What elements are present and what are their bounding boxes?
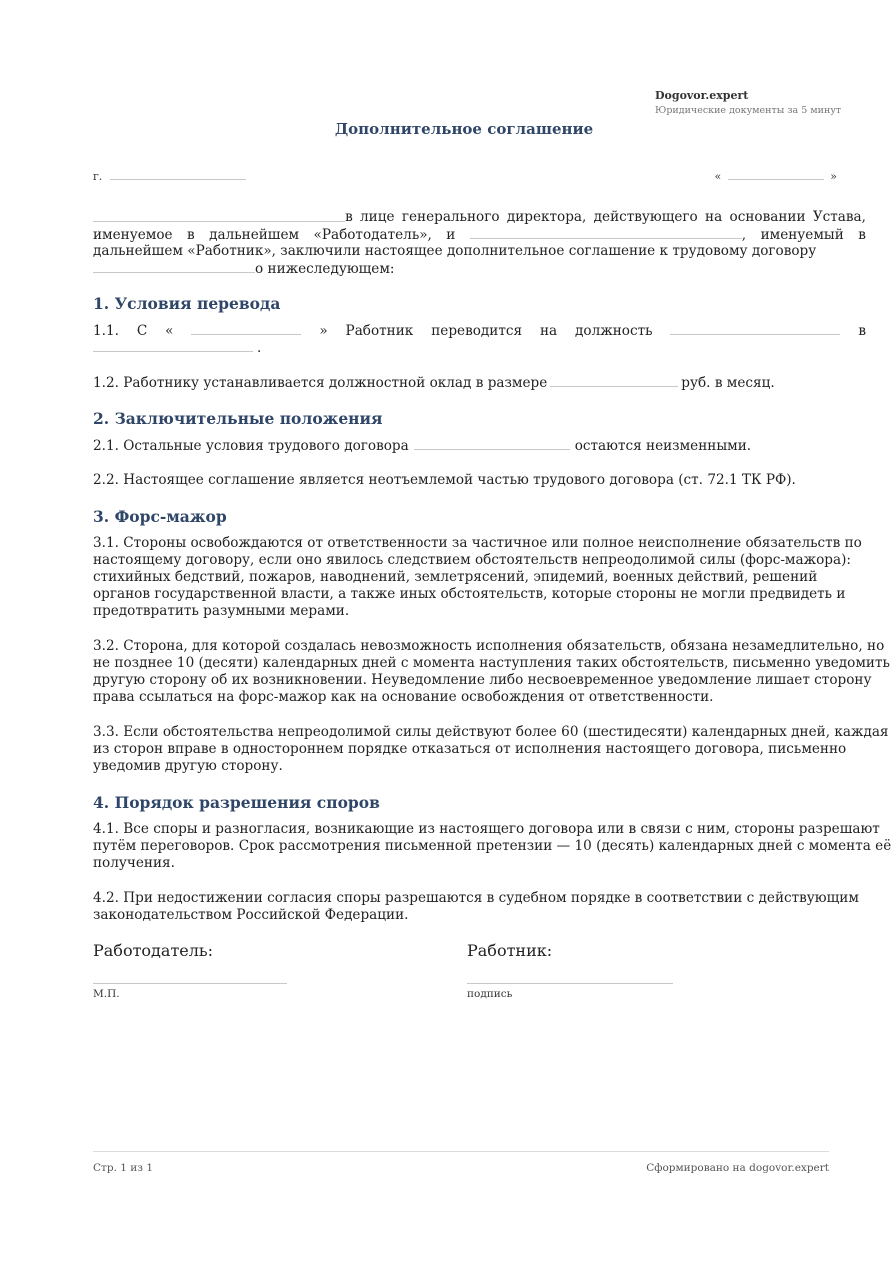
intro-line1: в лице генерального директора, действующего на основании Устава,	[345, 209, 866, 225]
clause-line: 3.2. Сторона, для которой создалась невозможность исполнения обязательств, обязана незамедлительно, но	[93, 638, 885, 654]
clause-2-1	[93, 437, 866, 454]
clause-word: «	[165, 323, 174, 339]
clause-text: 2.2. Настоящее соглашение является неотъемлемой частью трудового договора (ст. 72.1 ТК РФ).	[93, 472, 796, 488]
page-number: Стр. 1 из 1	[93, 1162, 154, 1174]
clause-word: .	[257, 340, 262, 356]
clause-text: руб. в месяц.	[681, 375, 775, 391]
position-blank[interactable]	[670, 322, 840, 335]
contract-number-blank[interactable]	[93, 260, 255, 273]
clause-word: С	[136, 323, 148, 339]
clause-line: уведомив другую сторону.	[93, 758, 283, 774]
clause-word: Работник	[345, 323, 414, 339]
clause-4-2	[93, 890, 866, 924]
clause-line: права ссылаться на форс-мажор как на основание освобождения от ответственности.	[93, 689, 714, 705]
section-heading-2: 2. Заключительные положения	[93, 409, 383, 428]
clause-line: 4.2. При недостижении согласия споры разрешаются в судебном порядке в соответствии с действующим	[93, 890, 859, 906]
clause-line: другую сторону об их возникновении. Неуведомление либо несвоевременное уведомление лишает сторону	[93, 672, 872, 688]
clause-line: не позднее 10 (десяти) календарных дней с момента наступления таких обстоятельств, письменно уведомить	[93, 655, 890, 671]
document-title: Дополнительное соглашение	[334, 120, 594, 138]
section-heading-1: 1. Условия перевода	[93, 294, 281, 313]
clause-line: из сторон вправе в одностороннем порядке отказаться от исполнения настоящего договора, письменно	[93, 741, 847, 757]
date-open-quote: «	[714, 170, 722, 183]
brand-name: Dogovor.expert	[655, 89, 749, 102]
clause-1-1	[93, 322, 866, 356]
employee-signature-title: Работник:	[467, 941, 553, 960]
clause-1-2	[93, 374, 866, 391]
clause-line: 3.3. Если обстоятельства непреодолимой силы действуют более 60 (шестидесяти) календарных дней, каждая	[93, 724, 889, 740]
city-prefix: г.	[93, 170, 103, 183]
employer-signature-title: Работодатель:	[93, 941, 214, 960]
clause-3-3	[93, 724, 889, 775]
clause-text: остаются неизменными.	[574, 438, 752, 454]
brand-tagline: Юридические документы за 5 минут	[655, 105, 842, 116]
signature-label: подпись	[467, 988, 513, 1000]
clause-2-2	[93, 472, 866, 489]
clause-word: на	[539, 323, 558, 339]
clause-line: настоящему договору, если оно явилось следствием обстоятельств непреодолимой силы (форс-мажора):	[93, 552, 851, 568]
clause-line: стихийных бедствий, пожаров, наводнений, землетрясений, эпидемий, военных действий, решений	[93, 569, 818, 585]
clause-line: органов государственной власти, а также иных обстоятельств, которые стороны не могли предвидеть и	[93, 586, 846, 602]
clause-text: 1.2. Работнику устанавливается должностной оклад в размере	[93, 375, 548, 391]
clause-3-2	[93, 638, 890, 706]
intro-word: и	[446, 227, 456, 243]
intro-word: в	[858, 227, 866, 243]
employer-signature-line[interactable]	[93, 983, 287, 984]
section-heading-3: 3. Форс-мажор	[93, 507, 227, 526]
clause-4-1	[93, 821, 892, 872]
clause-line: законодательством Российской Федерации.	[93, 907, 409, 923]
clause-line: получения.	[93, 855, 175, 871]
clause-line: 3.1. Стороны освобождаются от ответственности за частичное или полное неисполнение обязательств по	[93, 535, 862, 551]
clause-line: путём переговоров. Срок рассмотрения письменной претензии — 10 (десять) календарных дней с момента её	[93, 838, 892, 854]
transfer-date-blank[interactable]	[191, 322, 301, 335]
clause-line: предотвратить разумными мерами.	[93, 603, 350, 619]
department-blank[interactable]	[93, 339, 253, 352]
clause-word: »	[319, 323, 328, 339]
intro-word: в	[187, 227, 195, 243]
intro-word: ,	[741, 227, 747, 243]
brand-block	[655, 89, 841, 118]
footer-divider	[93, 1151, 829, 1152]
clause-text: 2.1. Остальные условия трудового договора	[93, 438, 409, 454]
city-blank[interactable]	[110, 167, 246, 180]
salary-blank[interactable]	[550, 374, 678, 387]
employee-name-blank[interactable]	[470, 226, 742, 239]
clause-line: 4.1. Все споры и разногласия, возникающие из настоящего договора или в связи с ним, стороны разрешают	[93, 821, 880, 837]
intro-word: именуемый	[760, 227, 844, 243]
intro-word: «Работодатель»,	[313, 227, 432, 243]
intro-line4: о нижеследующем:	[255, 261, 395, 277]
section-heading-4: 4. Порядок разрешения споров	[93, 793, 380, 812]
clause-number: 1.1.	[93, 323, 119, 339]
intro-word: именуемое	[93, 227, 173, 243]
intro-line3: дальнейшем «Работник», заключили настоящее дополнительное соглашение к трудовому договору	[93, 243, 817, 259]
clause-3-1	[93, 535, 866, 620]
employer-name-blank[interactable]	[93, 209, 345, 222]
date-field	[715, 167, 837, 183]
date-close-quote: »	[830, 170, 837, 183]
date-blank[interactable]	[728, 167, 824, 180]
clause-word: должность	[575, 323, 653, 339]
employee-signature-line[interactable]	[467, 983, 673, 984]
intro-word: дальнейшем	[209, 227, 300, 243]
clause-word: переводится	[431, 323, 523, 339]
city-field	[93, 167, 246, 183]
intro-paragraph	[93, 209, 866, 277]
stamp-label: М.П.	[93, 988, 120, 1000]
footer-generated: Сформировано на dogovor.expert	[646, 1162, 829, 1174]
contract-ref-blank[interactable]	[414, 437, 570, 450]
clause-word: в	[858, 323, 866, 339]
